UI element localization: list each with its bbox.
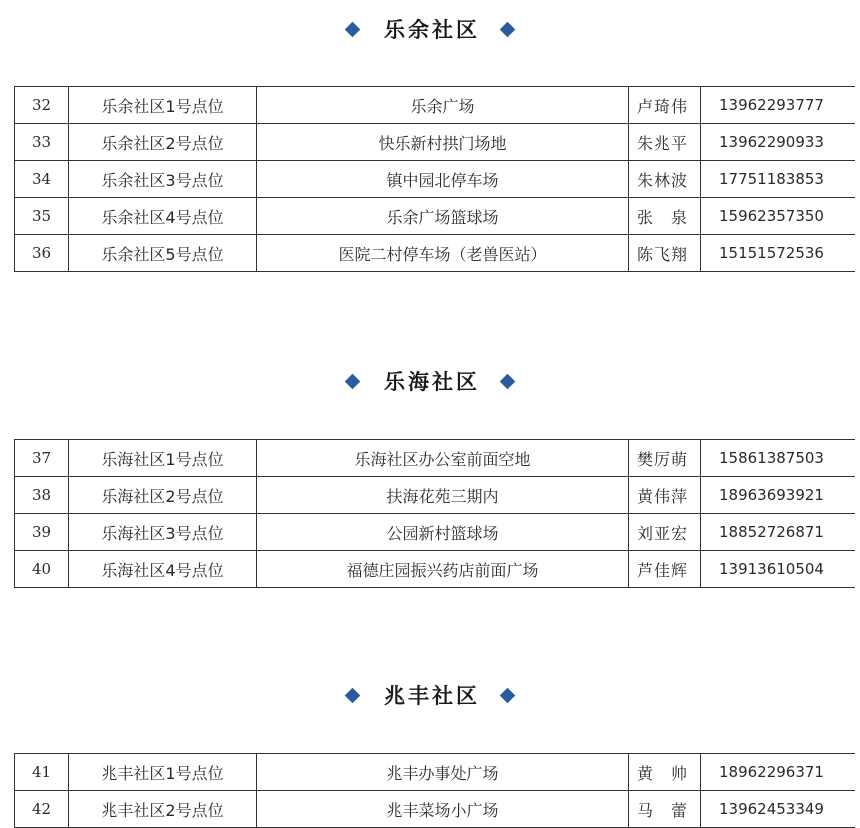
section-title: 兆丰社区 (384, 684, 480, 708)
contact-person: 卢琦伟 (629, 87, 701, 124)
location: 扶海花苑三期内 (257, 477, 629, 514)
contact-person: 樊厉萌 (629, 440, 701, 477)
row-number: 39 (15, 514, 69, 551)
points-table (14, 753, 855, 828)
phone-number: 15962357350 (701, 198, 855, 235)
location: 福德庄园振兴药店前面广场 (257, 551, 629, 588)
phone-number: 18963693921 (701, 477, 855, 514)
table-row (15, 124, 855, 161)
point-name: 乐海社区3号点位 (69, 514, 257, 551)
phone-number: 13913610504 (701, 551, 855, 588)
section-header (0, 12, 860, 46)
contact-person: 马 蕾 (629, 791, 701, 828)
point-name: 乐余社区5号点位 (69, 235, 257, 272)
contact-person: 朱兆平 (629, 124, 701, 161)
row-number: 40 (15, 551, 69, 588)
contact-person: 朱林波 (629, 161, 701, 198)
location: 兆丰办事处广场 (257, 754, 629, 791)
contact-person: 张 泉 (629, 198, 701, 235)
diamond-icon (500, 687, 516, 703)
location: 公园新村篮球场 (257, 514, 629, 551)
location: 乐余广场篮球场 (257, 198, 629, 235)
location: 医院二村停车场（老兽医站） (257, 235, 629, 272)
location: 乐余广场 (257, 87, 629, 124)
row-number: 41 (15, 754, 69, 791)
table-row (15, 198, 855, 235)
points-table (14, 86, 855, 272)
diamond-icon (500, 373, 516, 389)
table-row (15, 161, 855, 198)
table-row (15, 791, 855, 828)
section-title: 乐余社区 (384, 18, 480, 42)
point-name: 乐海社区2号点位 (69, 477, 257, 514)
row-number: 38 (15, 477, 69, 514)
row-number: 36 (15, 235, 69, 272)
table-row (15, 754, 855, 791)
diamond-icon (345, 21, 361, 37)
diamond-icon (345, 373, 361, 389)
phone-number: 13962453349 (701, 791, 855, 828)
section-header (0, 364, 860, 398)
contact-person: 黄 帅 (629, 754, 701, 791)
point-name: 乐余社区4号点位 (69, 198, 257, 235)
phone-number: 13962290933 (701, 124, 855, 161)
section-title: 乐海社区 (384, 370, 480, 394)
table-row (15, 87, 855, 124)
row-number: 34 (15, 161, 69, 198)
row-number: 42 (15, 791, 69, 828)
location: 乐海社区办公室前面空地 (257, 440, 629, 477)
diamond-icon (345, 687, 361, 703)
table-row (15, 514, 855, 551)
section-header (0, 678, 860, 712)
contact-person: 黄伟萍 (629, 477, 701, 514)
row-number: 35 (15, 198, 69, 235)
table-row (15, 440, 855, 477)
point-name: 乐余社区3号点位 (69, 161, 257, 198)
table-row (15, 551, 855, 588)
location: 兆丰菜场小广场 (257, 791, 629, 828)
table-row (15, 235, 855, 272)
point-name: 乐余社区2号点位 (69, 124, 257, 161)
row-number: 32 (15, 87, 69, 124)
point-name: 乐海社区4号点位 (69, 551, 257, 588)
contact-person: 陈飞翔 (629, 235, 701, 272)
location: 快乐新村拱门场地 (257, 124, 629, 161)
table-row (15, 477, 855, 514)
point-name: 兆丰社区2号点位 (69, 791, 257, 828)
phone-number: 13962293777 (701, 87, 855, 124)
contact-person: 刘亚宏 (629, 514, 701, 551)
location: 镇中园北停车场 (257, 161, 629, 198)
row-number: 37 (15, 440, 69, 477)
point-name: 乐余社区1号点位 (69, 87, 257, 124)
point-name: 乐海社区1号点位 (69, 440, 257, 477)
points-table (14, 439, 855, 588)
diamond-icon (500, 21, 516, 37)
contact-person: 芦佳辉 (629, 551, 701, 588)
phone-number: 15151572536 (701, 235, 855, 272)
phone-number: 17751183853 (701, 161, 855, 198)
phone-number: 15861387503 (701, 440, 855, 477)
phone-number: 18962296371 (701, 754, 855, 791)
row-number: 33 (15, 124, 69, 161)
point-name: 兆丰社区1号点位 (69, 754, 257, 791)
phone-number: 18852726871 (701, 514, 855, 551)
